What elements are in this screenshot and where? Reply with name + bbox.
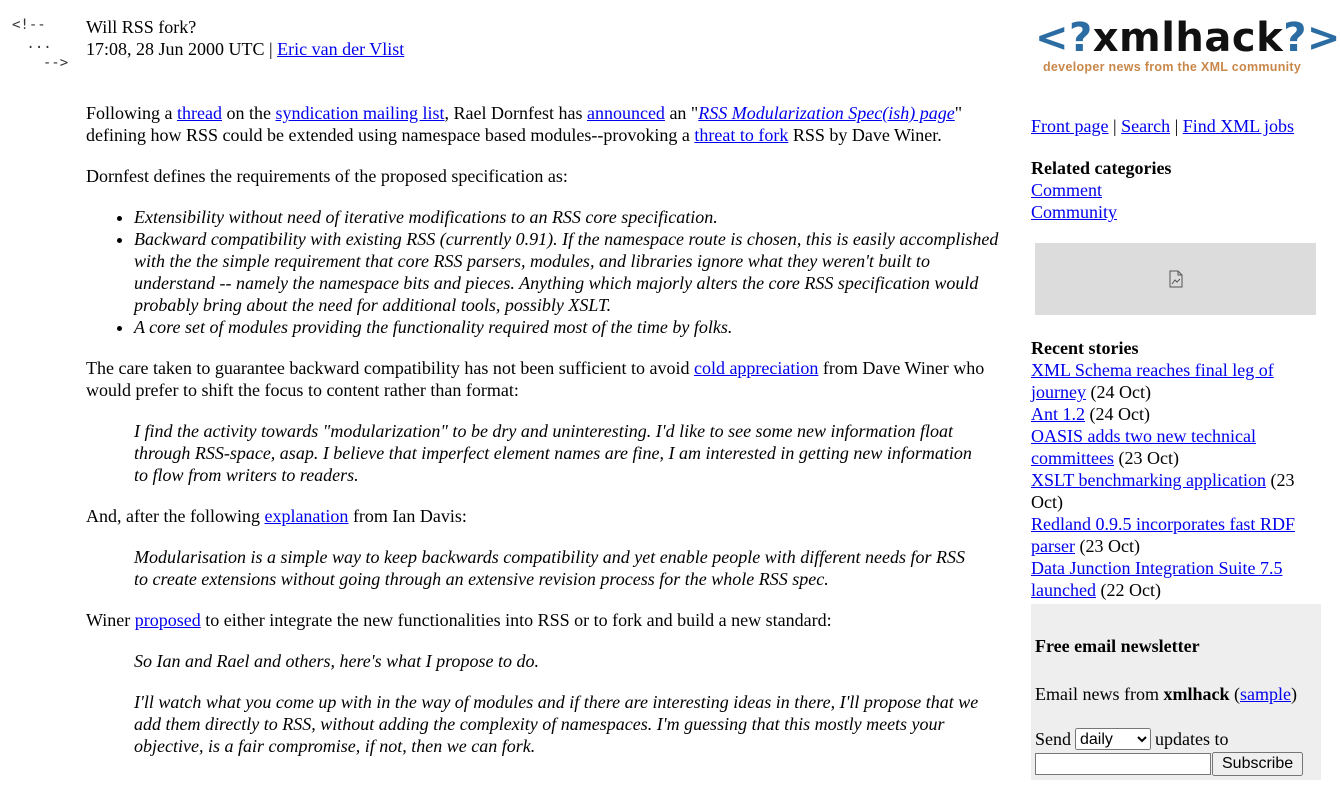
paragraph-care [86,357,1011,401]
text: And, after the following [86,506,265,526]
text: , Rael Dornfest has [444,103,587,123]
text: " defining how RSS could be extended using namespace based modules--provoking a [86,103,963,145]
category-link-comment[interactable]: Comment [1031,180,1102,200]
mailing-list-link[interactable]: syndication mailing list [275,103,445,123]
list-item [1031,557,1321,601]
story-link[interactable]: Ant 1.2 [1031,404,1085,424]
logo-bracket-open: <? [1035,15,1093,61]
story-link[interactable]: Redland 0.9.5 incorporates fast RDF parser [1031,514,1295,556]
paragraph-proposed [86,609,1011,631]
spec-page-link[interactable]: RSS Modularization Spec(ish) page [698,103,955,123]
category-link-community[interactable]: Community [1031,202,1118,222]
proposed-link[interactable]: proposed [134,610,201,630]
article-body [86,102,1011,776]
thread-link[interactable]: thread [177,103,222,123]
comment-logo-line: <!-- [12,17,46,33]
story-date: (23 Oct) [1074,536,1140,556]
newsletter-brand: xmlhack [1163,684,1230,704]
quote-winer: I find the activity towards "modularization" to be dry and uninteresting. I'd like to see some new information float through RSS-space, asap. I believe that imperfect element names are fine, I am interested in getting new information to flow from writers to readers. [134,421,972,485]
paragraph-requirements-intro: Dornfest defines the requirements of the proposed specification as: [86,166,568,186]
quote-winer-proposal: So Ian and Rael and others, here's what I propose to do. [134,651,539,671]
quote-davis: Modularisation is a simple way to keep backwards compatibility and yet enable people with different needs for RSS to create extensions without going through an extensive revision process for the whole RSS spec. [134,547,966,589]
email-field[interactable] [1035,753,1211,775]
newsletter-heading: Free email newsletter [1035,636,1200,656]
list-item [1031,513,1321,557]
list-item: • Backward compatibility with existing RSS (currently 0.91). If the namespace route is chosen, this is easily accomplished with the the simple requirement that core RSS parsers, modules, and libraries ignore what they weren't built to understand -- namely the namespace bits and pieces. Anything which majorly alters the core RSS specification would probably bring about the need for additional tools, possibly XSLT. [134,228,1011,316]
text: from Ian Davis: [348,506,467,526]
sample-link[interactable]: sample [1240,684,1291,704]
frequency-select[interactable] [1075,728,1151,750]
story-date: (23 Oct) [1113,448,1179,468]
list-item [1031,403,1321,425]
newsletter-form [1035,752,1317,776]
text: from Dave Winer who would prefer to shift the focus to content rather than format: [86,358,985,400]
nav-separator: | [1108,116,1122,136]
related-categories [1031,157,1171,223]
text: to either integrate the new functionalities into RSS or to fork and build a new standard: [200,610,832,630]
list-item: • A core set of modules providing the functionality required most of the time by folks. [134,316,1011,338]
list-item [1031,359,1321,403]
send-label: Send [1035,729,1071,749]
text: an " [664,103,699,123]
story-link[interactable]: XML Schema reaches final leg of journey [1031,360,1274,402]
ad-placeholder[interactable] [1035,243,1316,315]
article-title: Will RSS fork? [86,17,197,37]
front-page-link[interactable]: Front page [1031,116,1109,136]
text: Following a [86,103,178,123]
text: The care taken to guarantee backward compatibility has not been sufficient to avoid [86,358,694,378]
comment-logo-icon [12,16,72,76]
story-date: (23 Oct) [1031,470,1295,512]
comment-logo-line: ... [18,36,52,52]
article-header [86,16,404,60]
story-date: (24 Oct) [1085,404,1150,424]
list-item: • Extensibility without need of iterative modifications to an RSS core specification. [134,206,1011,228]
author-link[interactable]: Eric van der Vlist [277,39,405,59]
subscribe-button[interactable]: Subscribe [1212,752,1303,776]
story-link[interactable]: Data Junction Integration Suite 7.5 launched [1031,558,1283,600]
newsletter-frequency-row [1035,728,1317,750]
nav-separator: | [1170,116,1183,136]
updates-to-label: updates to [1155,729,1229,749]
text: ) [1291,684,1297,704]
search-link[interactable]: Search [1121,116,1171,136]
text: RSS by Dave Winer. [788,125,942,145]
text: Email news from [1035,684,1164,704]
xmlhack-logo[interactable] [1035,15,1341,74]
find-jobs-link[interactable]: Find XML jobs [1182,116,1295,136]
quote-winer-fork: I'll watch what you come up with in the way of modules and if there are interesting ideas in there, I'll propose that we add them directly to RSS, without adding the complexity of namespaces. I'm guessing that this mostly meets your objective, is a fair compromise, if not, then we can fork. [134,692,979,756]
story-date: (22 Oct) [1095,580,1161,600]
story-link[interactable]: OASIS adds two new technical committees [1031,426,1256,468]
list-item [1031,425,1321,469]
recent-stories-heading: Recent stories [1031,338,1139,358]
requirements-list [86,206,1011,338]
related-categories-heading: Related categories [1031,158,1172,178]
threat-to-fork-link[interactable]: threat to fork [694,125,789,145]
logo-name: xmlhack [1092,15,1284,61]
article-date: 17:08, 28 Jun 2000 UTC | [86,39,273,59]
paragraph-explanation [86,505,1011,527]
list-item [1031,469,1321,513]
logo-bracket-close: ?> [1283,15,1341,61]
top-nav [1031,115,1294,137]
recent-stories [1031,337,1321,601]
newsletter-box [1031,604,1321,780]
cold-appreciation-link[interactable]: cold appreciation [693,358,819,378]
story-date: (24 Oct) [1085,382,1151,402]
explanation-link[interactable]: explanation [264,506,349,526]
logo-tagline: developer news from the XML community [1043,60,1302,74]
comment-logo-line: --> [26,55,69,71]
text: Winer [86,610,135,630]
newsletter-description [1035,683,1317,705]
paragraph-intro [86,102,1011,146]
text: ( [1229,684,1240,704]
broken-image-icon [1168,270,1184,288]
story-link[interactable]: XSLT benchmarking application [1031,470,1266,490]
logo-wordmark [1035,15,1341,61]
announced-link[interactable]: announced [586,103,665,123]
text: on the [222,103,276,123]
